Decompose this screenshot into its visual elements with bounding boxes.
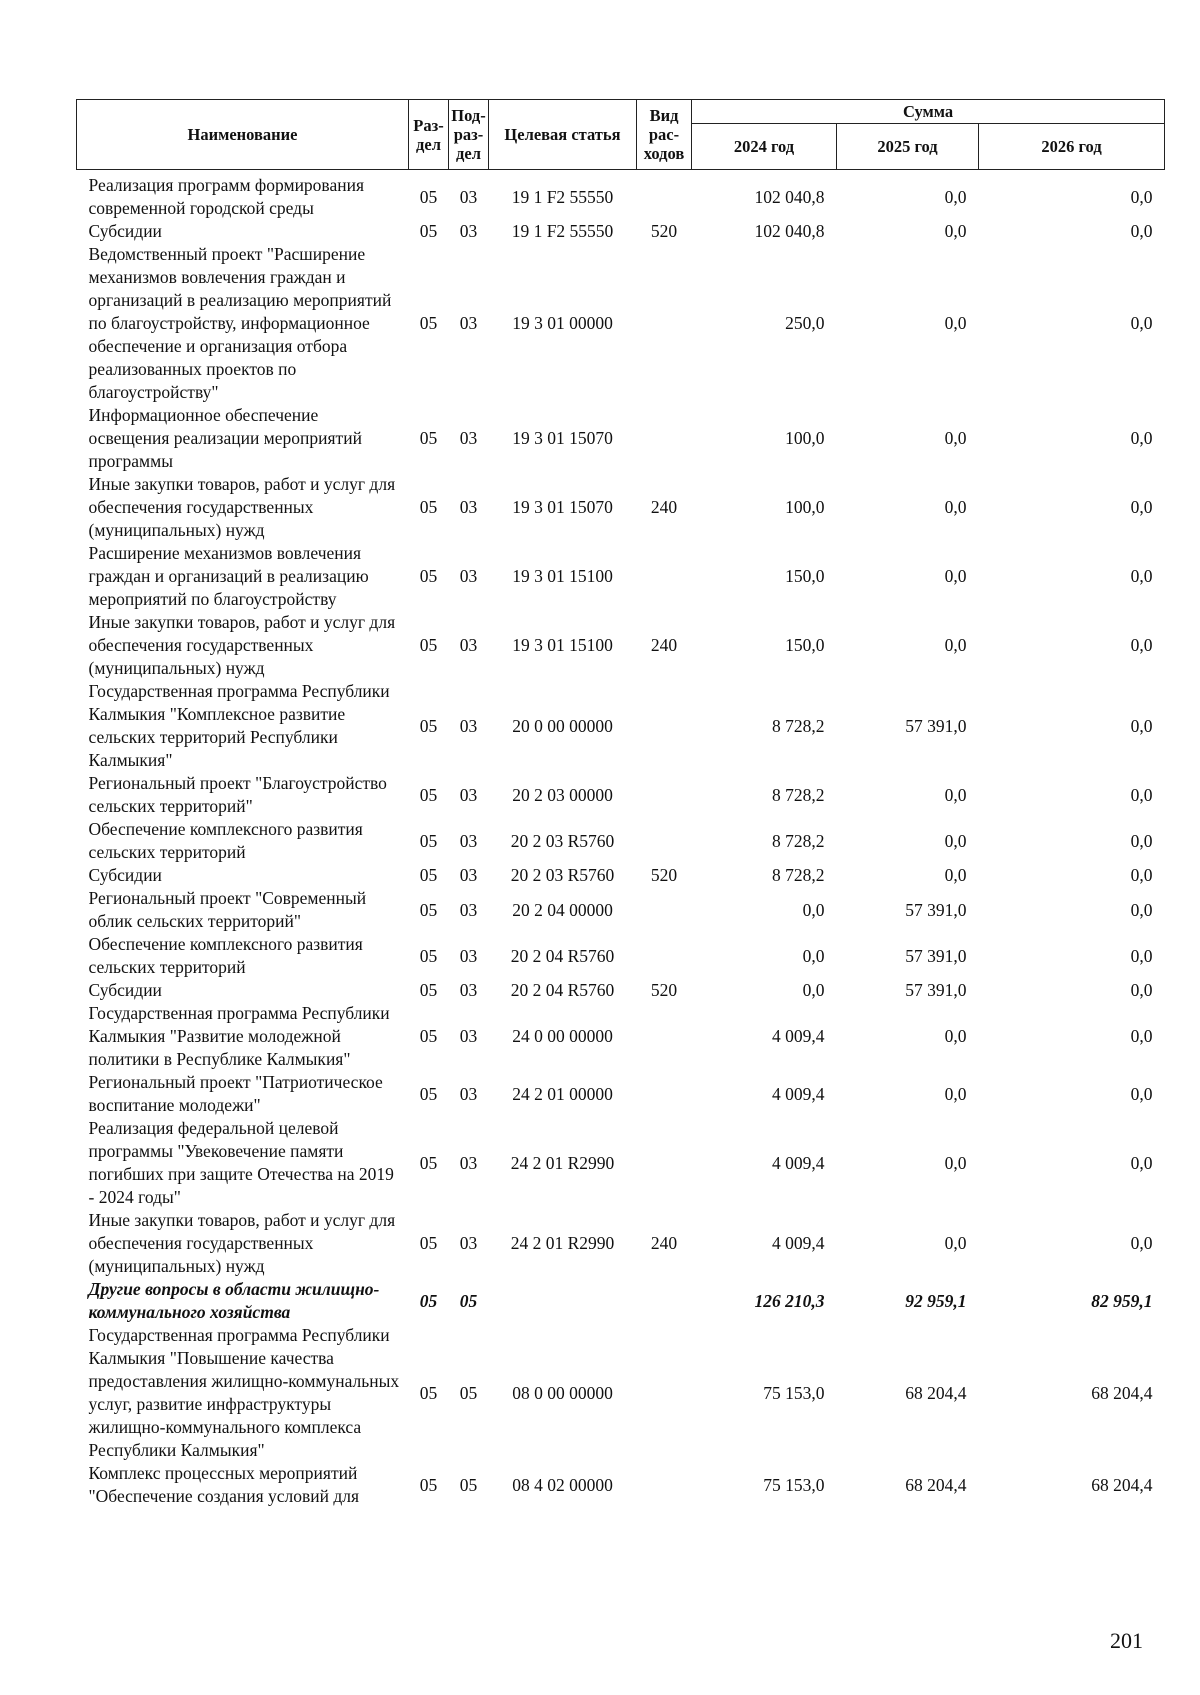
- row-name: Ведомственный проект "Расширение механизмов вовлечения граждан и организаций в реализацию мероприятий по благоустройству, информационное обеспечение и организация отбора реализованных проектов по благоустройству": [88, 244, 392, 402]
- row-target-article: 20 2 04 R5760: [510, 945, 615, 966]
- row-name: Иные закупки товаров, работ и услуг для обеспечения государственных (муниципальных) нужд: [88, 612, 396, 678]
- row-expense-type: 240: [650, 635, 678, 655]
- row-sum-2024: 0,0: [802, 945, 825, 966]
- header-sum: Сумма: [692, 100, 1165, 124]
- row-expense-type: 240: [650, 497, 678, 517]
- row-sum-2026: 0,0: [1130, 980, 1153, 1000]
- row-name: Иные закупки товаров, работ и услуг для обеспечения государственных (муниципальных) нужд: [88, 1210, 396, 1276]
- row-sum-2026: 0,0: [1130, 865, 1153, 885]
- row-expense-type: [637, 772, 692, 818]
- row-razdel: 05: [419, 428, 438, 448]
- row-name: Региональный проект "Благоустройство сельских территорий": [88, 773, 387, 816]
- row-name: Обеспечение комплексного развития сельских территорий: [88, 934, 363, 977]
- row-name: Государственная программа Республики Калмыкия "Комплексное развитие сельских территорий Республики Калмыкия": [88, 681, 390, 770]
- table-row: [77, 979, 1165, 1002]
- row-expense-type: 520: [650, 980, 678, 1000]
- row-podrazdel: 03: [459, 186, 478, 207]
- row-sum-2025: 57 391,0: [905, 980, 967, 1000]
- row-razdel: 05: [419, 1382, 438, 1403]
- row-podrazdel: 03: [459, 784, 478, 805]
- row-sum-2026: 0,0: [1130, 715, 1153, 736]
- row-sum-2025: 57 391,0: [905, 945, 967, 966]
- page-number: 201: [1110, 1628, 1143, 1653]
- row-sum-2024: 4 009,4: [772, 1083, 825, 1104]
- row-expense-type: 520: [650, 865, 678, 885]
- row-razdel: 05: [419, 715, 438, 736]
- row-name: Государственная программа Республики Калмыкия "Повышение качества предоставления жилищно-коммунальных услуг, развитие инфраструктуры жилищно-коммунального комплекса Республики Калмыкия": [88, 1325, 400, 1460]
- table-row: [77, 864, 1165, 887]
- row-sum-2024: 75 153,0: [763, 1382, 825, 1403]
- row-podrazdel: 03: [459, 715, 478, 736]
- row-sum-2026: 0,0: [1130, 635, 1153, 655]
- row-name: Субсидии: [88, 980, 162, 1000]
- row-target-article: 08 0 00 00000: [512, 1382, 613, 1403]
- row-razdel: 05: [419, 1152, 438, 1173]
- row-podrazdel: 03: [459, 1233, 478, 1253]
- row-podrazdel: 05: [459, 1290, 478, 1311]
- header-expense-type: Вид рас-ходов: [637, 100, 692, 170]
- row-razdel: 05: [419, 1083, 438, 1104]
- table-row: [77, 1209, 1165, 1278]
- row-sum-2026: 0,0: [1130, 1083, 1153, 1104]
- row-razdel: 05: [419, 899, 438, 920]
- row-sum-2025: 0,0: [944, 784, 967, 805]
- row-target-article: 19 3 01 15100: [512, 566, 613, 586]
- row-sum-2025: 0,0: [944, 635, 967, 655]
- row-podrazdel: 03: [459, 945, 478, 966]
- row-name: Обеспечение комплексного развития сельских территорий: [88, 819, 363, 862]
- row-podrazdel: 05: [459, 1474, 478, 1495]
- row-expense-type: [637, 1324, 692, 1462]
- row-name: Комплекс процессных мероприятий "Обеспечение создания условий для: [88, 1463, 360, 1506]
- row-target-article: 20 2 03 R5760: [510, 830, 615, 851]
- row-target-article: 20 2 04 R5760: [510, 980, 615, 1000]
- row-name: Субсидии: [88, 221, 162, 241]
- row-expense-type: [637, 542, 692, 611]
- row-sum-2026: 0,0: [1130, 1026, 1153, 1046]
- row-sum-2024: 8 728,2: [772, 784, 825, 805]
- table-row: [77, 1071, 1165, 1117]
- row-razdel: 05: [419, 945, 438, 966]
- table-row: [77, 1462, 1165, 1508]
- row-sum-2025: 0,0: [944, 1152, 967, 1173]
- row-sum-2024: 4 009,4: [772, 1152, 825, 1173]
- row-sum-2025: 68 204,4: [905, 1382, 967, 1403]
- row-sum-2026: 0,0: [1130, 221, 1153, 241]
- row-sum-2026: 0,0: [1130, 899, 1153, 920]
- row-name: Региональный проект "Патриотическое воспитание молодежи": [88, 1072, 383, 1115]
- header-name: Наименование: [77, 100, 409, 170]
- row-target-article: 19 3 01 15070: [512, 428, 613, 448]
- header-target-article: Целевая статья: [489, 100, 637, 170]
- row-name: Государственная программа Республики Калмыкия "Развитие молодежной политики в Республике Калмыкия": [88, 1003, 390, 1069]
- row-target-article: 19 1 F2 55550: [511, 221, 614, 241]
- row-sum-2024: 8 728,2: [772, 715, 825, 736]
- row-sum-2024: 8 728,2: [772, 830, 825, 851]
- row-name: Реализация программ формирования современной городской среды: [88, 175, 365, 218]
- row-sum-2026: 0,0: [1130, 1152, 1153, 1173]
- row-podrazdel: 03: [459, 1026, 478, 1046]
- row-expense-type: [637, 170, 692, 221]
- table-row: [77, 772, 1165, 818]
- row-sum-2024: 250,0: [785, 313, 825, 333]
- row-sum-2026: 0,0: [1130, 428, 1153, 448]
- row-sum-2024: 8 728,2: [772, 865, 825, 885]
- row-name: Информационное обеспечение освещения реализации мероприятий программы: [88, 405, 362, 471]
- row-target-article: 20 2 04 00000: [512, 899, 613, 920]
- row-target-article: 19 1 F2 55550: [511, 186, 614, 207]
- row-sum-2025: 57 391,0: [905, 899, 967, 920]
- row-podrazdel: 03: [459, 1083, 478, 1104]
- row-podrazdel: 03: [459, 899, 478, 920]
- row-expense-type: [637, 933, 692, 979]
- row-sum-2025: 0,0: [944, 1083, 967, 1104]
- row-razdel: 05: [419, 313, 438, 333]
- row-podrazdel: 03: [459, 497, 478, 517]
- table-row: [77, 170, 1165, 221]
- row-sum-2024: 150,0: [785, 566, 825, 586]
- row-sum-2024: 4 009,4: [772, 1233, 825, 1253]
- row-sum-2025: 0,0: [944, 428, 967, 448]
- row-razdel: 05: [419, 830, 438, 851]
- row-expense-type: [637, 1462, 692, 1508]
- row-target-article: 19 3 01 00000: [512, 313, 613, 333]
- table-row: [77, 1117, 1165, 1209]
- row-razdel: 05: [419, 980, 438, 1000]
- row-target-article: 24 2 01 R2990: [510, 1152, 615, 1173]
- row-razdel: 05: [419, 566, 438, 586]
- row-sum-2025: 0,0: [944, 1233, 967, 1253]
- row-podrazdel: 03: [459, 635, 478, 655]
- row-expense-type: [637, 818, 692, 864]
- row-expense-type: [637, 1278, 692, 1324]
- row-target-article: 20 0 00 00000: [512, 715, 613, 736]
- table-row: [77, 1278, 1165, 1324]
- table-row: [77, 473, 1165, 542]
- row-razdel: 05: [419, 221, 438, 241]
- table-row: [77, 887, 1165, 933]
- row-sum-2026: 0,0: [1130, 497, 1153, 517]
- table-row: [77, 243, 1165, 404]
- row-expense-type: [637, 243, 692, 404]
- row-sum-2024: 100,0: [785, 497, 825, 517]
- row-podrazdel: 03: [459, 221, 478, 241]
- budget-table: [76, 99, 1165, 1508]
- row-sum-2026: 0,0: [1130, 1233, 1153, 1253]
- row-razdel: 05: [419, 1026, 438, 1046]
- row-expense-type: 240: [650, 1233, 678, 1253]
- row-target-article: [489, 1278, 637, 1324]
- table-row: [77, 680, 1165, 772]
- table-row: [77, 933, 1165, 979]
- row-razdel: 05: [419, 1290, 438, 1311]
- row-sum-2025: 0,0: [944, 497, 967, 517]
- row-razdel: 05: [419, 1474, 438, 1495]
- row-expense-type: [637, 1002, 692, 1071]
- row-podrazdel: 05: [459, 1382, 478, 1403]
- row-sum-2025: 0,0: [944, 221, 967, 241]
- row-sum-2025: 0,0: [944, 313, 967, 333]
- row-sum-2026: 68 204,4: [1091, 1474, 1153, 1495]
- row-expense-type: [637, 404, 692, 473]
- row-expense-type: [637, 887, 692, 933]
- row-sum-2025: 57 391,0: [905, 715, 967, 736]
- header-podrazdel: Под-раз-дел: [449, 100, 489, 170]
- row-target-article: 08 4 02 00000: [512, 1474, 613, 1495]
- row-sum-2026: 0,0: [1130, 830, 1153, 851]
- row-sum-2024: 0,0: [802, 899, 825, 920]
- row-podrazdel: 03: [459, 1152, 478, 1173]
- row-sum-2026: 0,0: [1130, 784, 1153, 805]
- row-sum-2024: 0,0: [802, 980, 825, 1000]
- row-name: Иные закупки товаров, работ и услуг для обеспечения государственных (муниципальных) нужд: [88, 474, 396, 540]
- row-sum-2026: 68 204,4: [1091, 1382, 1153, 1403]
- row-target-article: 24 2 01 00000: [512, 1083, 613, 1104]
- row-name: Реализация федеральной целевой программы "Увековечение памяти погибших при защите Отечества на 2019 - 2024 годы": [88, 1118, 394, 1207]
- row-sum-2025: 68 204,4: [905, 1474, 967, 1495]
- row-name: Другие вопросы в области жилищно-коммунального хозяйства: [88, 1279, 380, 1322]
- row-sum-2025: 0,0: [944, 1026, 967, 1046]
- row-sum-2024: 75 153,0: [763, 1474, 825, 1495]
- header-year-2025: 2025 год: [837, 124, 979, 170]
- row-podrazdel: 03: [459, 428, 478, 448]
- table-row: [77, 1324, 1165, 1462]
- row-sum-2025: 92 959,1: [905, 1290, 967, 1311]
- header-razdel: Раз-дел: [409, 100, 449, 170]
- row-podrazdel: 03: [459, 865, 478, 885]
- table-row: [77, 220, 1165, 243]
- row-podrazdel: 03: [459, 830, 478, 851]
- row-sum-2025: 0,0: [944, 865, 967, 885]
- table-header: [77, 100, 1165, 170]
- row-sum-2026: 0,0: [1130, 186, 1153, 207]
- row-sum-2024: 150,0: [785, 635, 825, 655]
- row-sum-2026: 0,0: [1130, 313, 1153, 333]
- row-sum-2024: 102 040,8: [754, 221, 825, 241]
- row-podrazdel: 03: [459, 566, 478, 586]
- row-target-article: 24 0 00 00000: [512, 1026, 613, 1046]
- row-razdel: 05: [419, 186, 438, 207]
- table-row: [77, 1002, 1165, 1071]
- header-year-2026: 2026 год: [979, 124, 1165, 170]
- header-year-2024: 2024 год: [692, 124, 837, 170]
- row-razdel: 05: [419, 635, 438, 655]
- row-target-article: 20 2 03 00000: [512, 784, 613, 805]
- row-sum-2025: 0,0: [944, 830, 967, 851]
- row-podrazdel: 03: [459, 980, 478, 1000]
- table-row: [77, 818, 1165, 864]
- row-razdel: 05: [419, 1233, 438, 1253]
- row-sum-2026: 82 959,1: [1091, 1290, 1153, 1311]
- row-sum-2026: 0,0: [1130, 566, 1153, 586]
- row-name: Субсидии: [88, 865, 162, 885]
- table-body: [77, 170, 1165, 1509]
- row-name: Региональный проект "Современный облик сельских территорий": [88, 888, 367, 931]
- row-expense-type: [637, 1117, 692, 1209]
- row-sum-2026: 0,0: [1130, 945, 1153, 966]
- row-sum-2025: 0,0: [944, 186, 967, 207]
- row-sum-2024: 100,0: [785, 428, 825, 448]
- row-sum-2025: 0,0: [944, 566, 967, 586]
- row-target-article: 24 2 01 R2990: [510, 1233, 615, 1253]
- table-row: [77, 404, 1165, 473]
- row-razdel: 05: [419, 497, 438, 517]
- row-name: Расширение механизмов вовлечения граждан и организаций в реализацию мероприятий по благоустройству: [88, 543, 369, 609]
- row-razdel: 05: [419, 865, 438, 885]
- row-podrazdel: 03: [459, 313, 478, 333]
- row-target-article: 19 3 01 15100: [512, 635, 613, 655]
- row-sum-2024: 102 040,8: [754, 186, 825, 207]
- row-razdel: 05: [419, 784, 438, 805]
- row-target-article: 20 2 03 R5760: [510, 865, 615, 885]
- row-sum-2024: 4 009,4: [772, 1026, 825, 1046]
- row-expense-type: [637, 1071, 692, 1117]
- table-row: [77, 542, 1165, 611]
- row-target-article: 19 3 01 15070: [512, 497, 613, 517]
- row-expense-type: 520: [650, 221, 678, 241]
- row-expense-type: [637, 680, 692, 772]
- table-row: [77, 611, 1165, 680]
- row-sum-2024: 126 210,3: [754, 1290, 825, 1311]
